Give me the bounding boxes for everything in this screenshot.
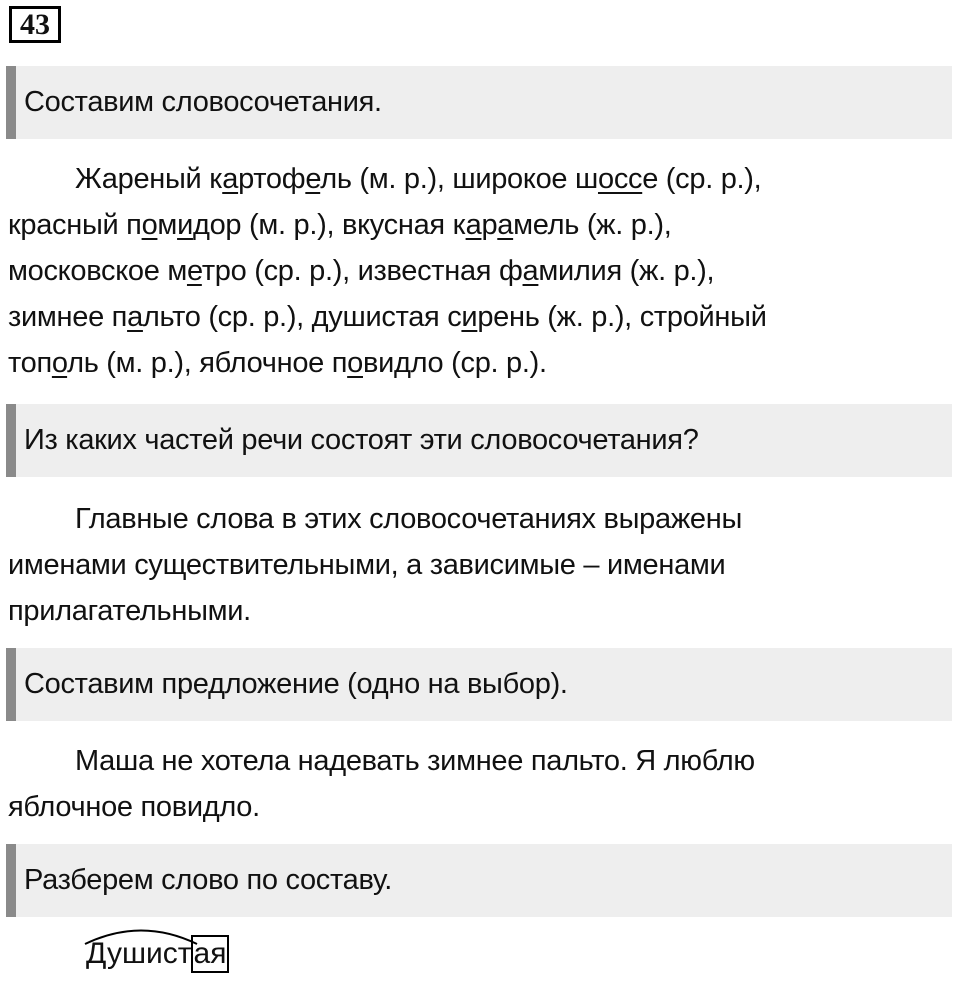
word-ending: ая — [191, 935, 230, 973]
section-heading-2: Из каких частей речи состоят эти словосочетания? — [6, 404, 952, 477]
answer-paragraph-2 — [8, 496, 952, 634]
underlined-letter: а — [465, 209, 482, 241]
underlined-letter: е — [186, 255, 202, 287]
answer2-line-3: прилагательными. — [8, 595, 251, 627]
stem-arc-icon — [84, 923, 198, 945]
underlined-letter: а — [222, 163, 239, 195]
task-number: 43 — [9, 6, 61, 43]
morpheme-analysis — [86, 932, 229, 978]
answer-paragraph-1 — [8, 156, 952, 386]
underlined-letter: о — [347, 347, 363, 379]
answer2-line-1: Главные слова в этих словосочетаниях выражены — [75, 503, 743, 535]
underlined-letter: о — [141, 209, 158, 241]
answer-paragraph-3 — [8, 738, 952, 830]
underlined-letter: и — [461, 301, 478, 333]
underlined-letter: а — [127, 301, 143, 333]
answer1-line-3: московское метро (ср. р.), известная фамилия (ж. р.), — [8, 255, 715, 287]
section-heading-3: Составим предложение (одно на выбор). — [6, 648, 952, 721]
underlined-letter: а — [497, 209, 514, 241]
underlined-letter: о — [51, 347, 68, 379]
section-heading-4: Разберем слово по составу. — [6, 844, 952, 917]
answer3-line-1: Маша не хотела надевать зимнее пальто. Я люблю — [75, 745, 755, 777]
answer1-line-4: зимнее пальто (ср. р.), душистая сирень (ж. р.), стройный — [8, 301, 767, 333]
underlined-letter: и — [177, 209, 193, 241]
stem-text: Душист — [86, 937, 192, 970]
underlined-letter: а — [522, 255, 539, 287]
answer2-line-2: именами существительными, а зависимые – именами — [8, 549, 726, 581]
word-stem — [86, 932, 192, 976]
answer1-line-2: красный помидор (м. р.), вкусная карамель (ж. р.), — [8, 209, 672, 241]
answer1-line-5: тополь (м. р.), яблочное повидло (ср. р.). — [8, 347, 547, 379]
section-heading-1: Составим словосочетания. — [6, 66, 952, 139]
answer1-line-1: Жареный картофель (м. р.), широкое шоссе (ср. р.), — [75, 163, 762, 195]
underlined-letter: е — [305, 163, 321, 195]
answer3-line-2: яблочное повидло. — [8, 791, 260, 823]
underlined-letter: осс — [597, 163, 643, 195]
